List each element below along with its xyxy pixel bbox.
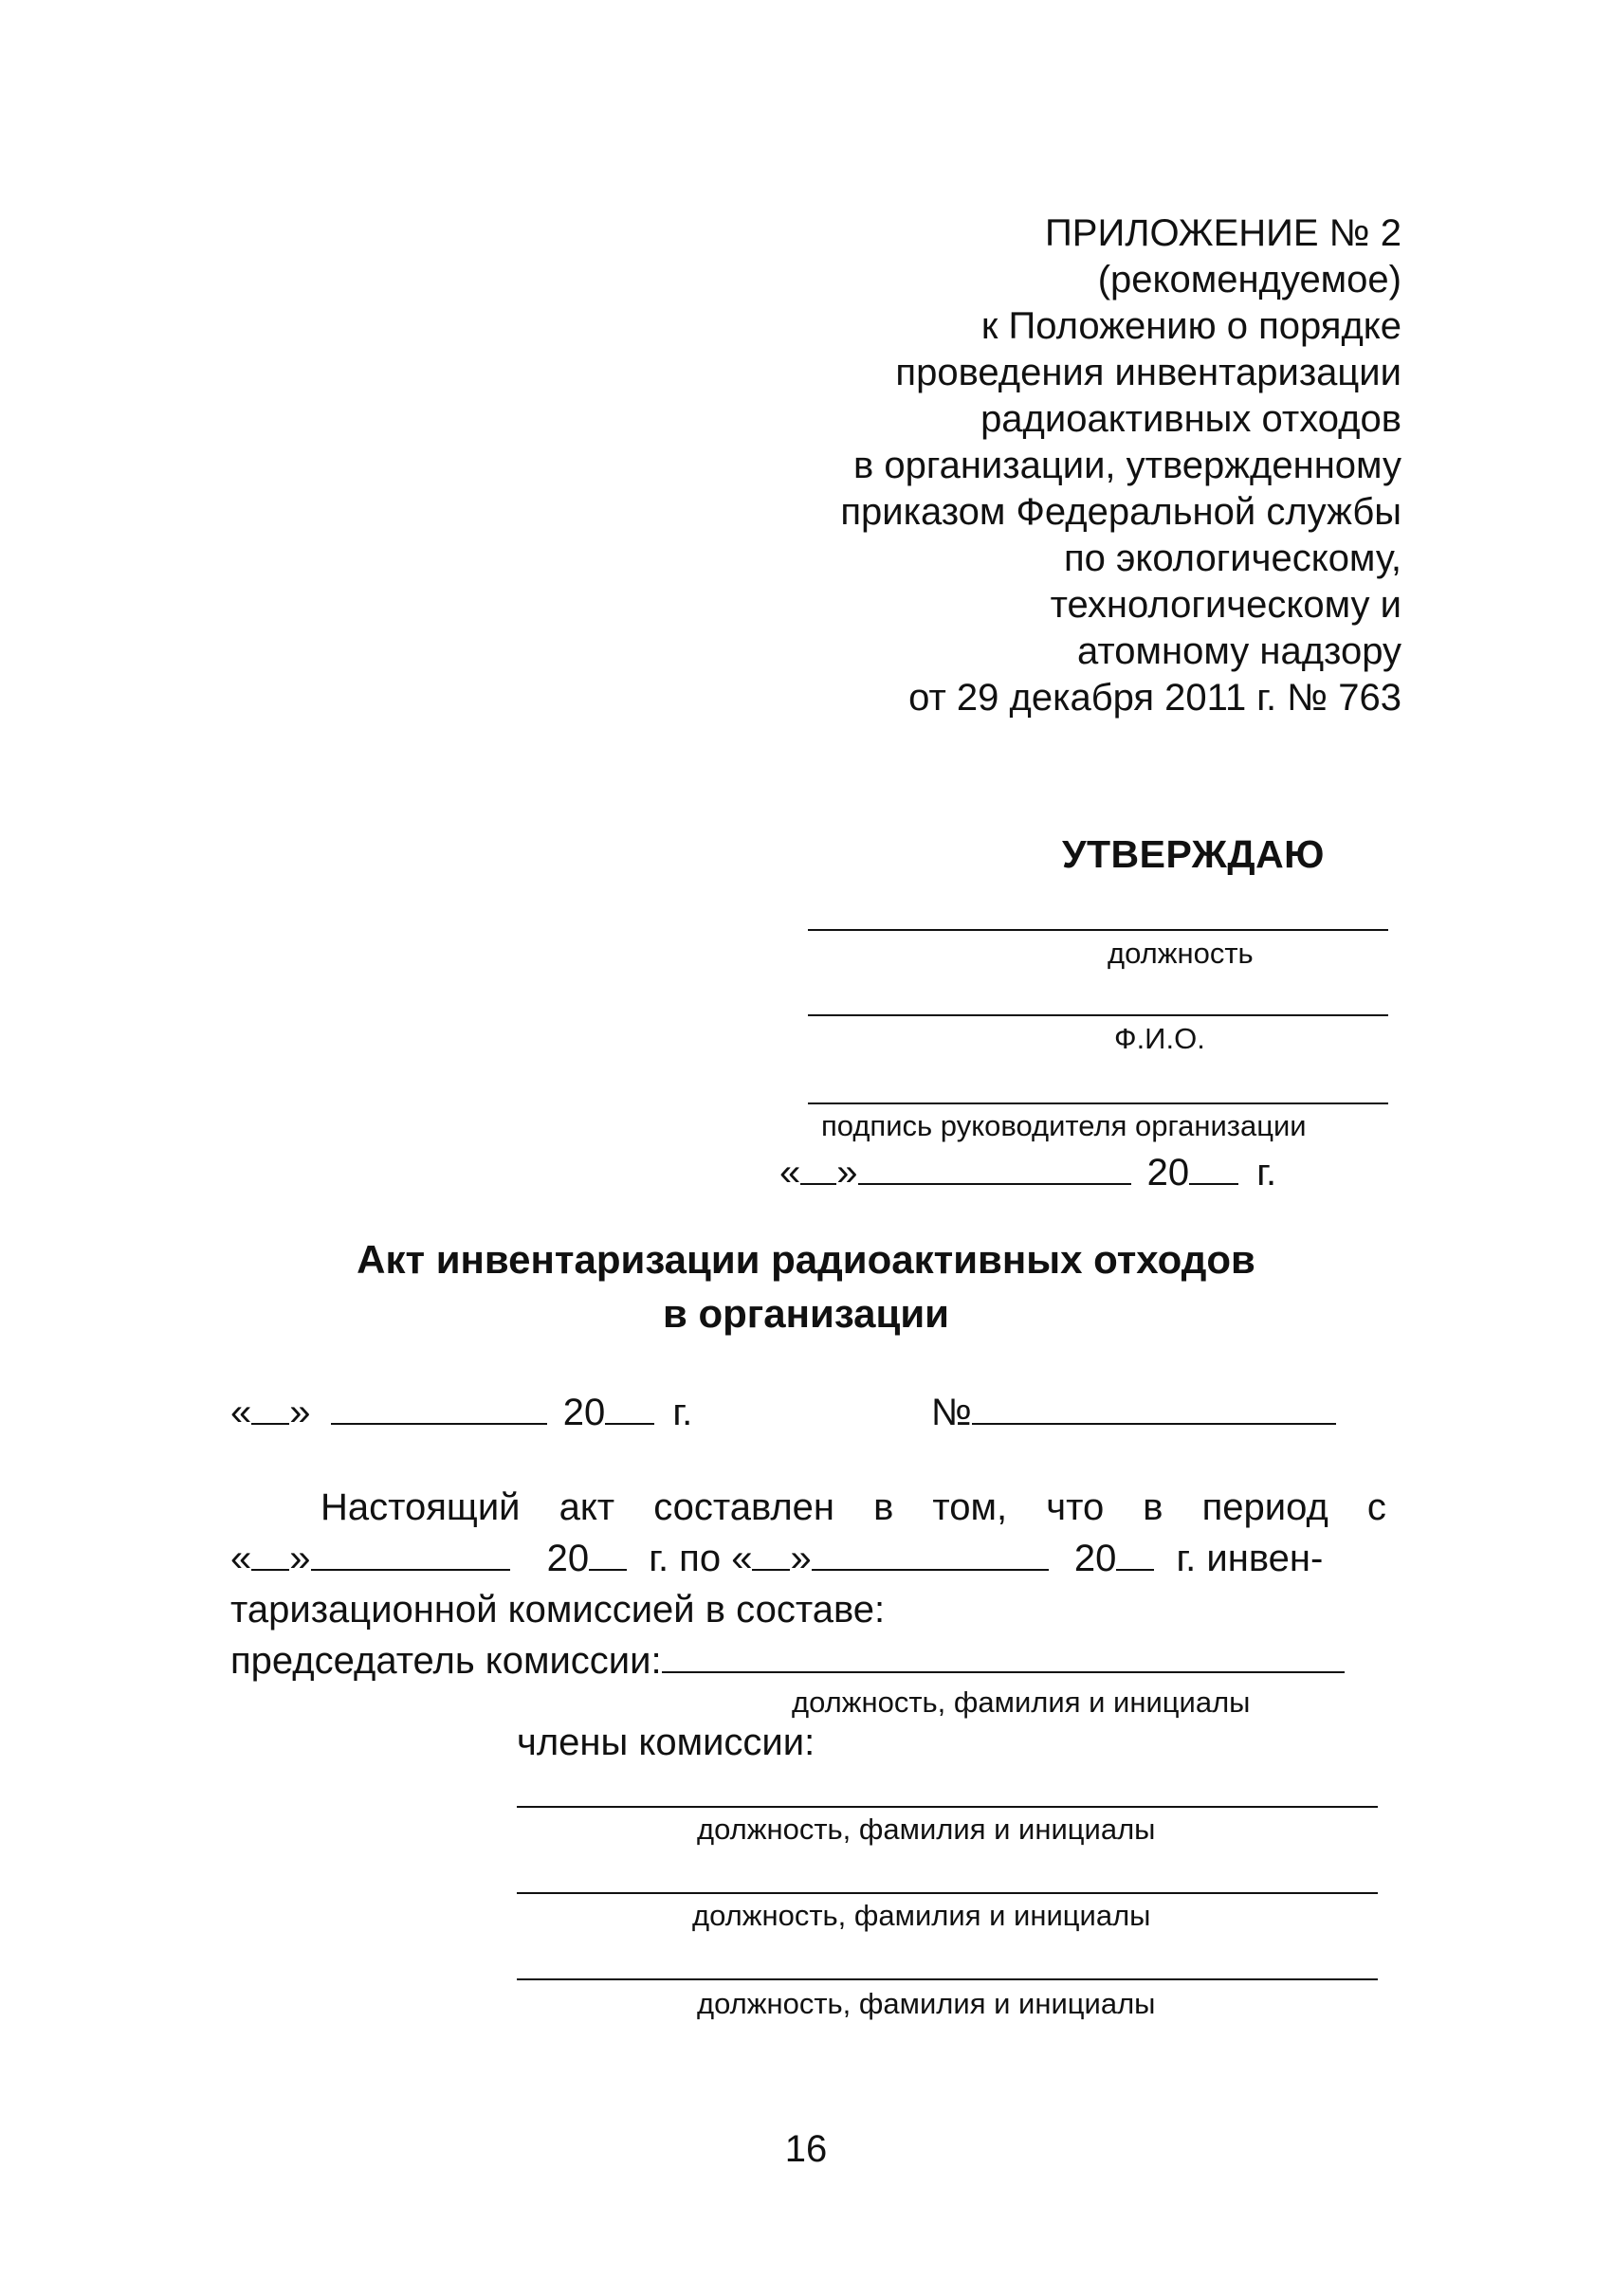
period-end-day-field[interactable]	[752, 1539, 790, 1571]
chairman-caption: должность, фамилия и инициалы	[792, 1686, 1251, 1719]
word: Настоящий	[321, 1486, 521, 1528]
period-start-month-field[interactable]	[311, 1539, 510, 1571]
appendix-line: приказом Федеральной службы	[840, 491, 1401, 533]
quote-open: «	[779, 1152, 801, 1194]
quote-close: »	[790, 1538, 812, 1579]
year-suffix: г.	[1256, 1152, 1277, 1194]
number-label: №	[931, 1392, 972, 1433]
position-caption: должность	[1108, 937, 1254, 970]
member-field[interactable]	[517, 1806, 1378, 1808]
quote-close: »	[289, 1538, 311, 1579]
member-caption: должность, фамилия и инициалы	[697, 1813, 1156, 1846]
period-start-day-field[interactable]	[251, 1539, 289, 1571]
word: в	[1143, 1486, 1163, 1528]
approval-month-field[interactable]	[858, 1153, 1131, 1185]
chairman-row	[230, 1640, 1345, 1683]
word: в	[873, 1486, 894, 1528]
act-year-field[interactable]	[605, 1393, 654, 1425]
period-end-text: г. инвен-	[1176, 1538, 1324, 1579]
quote-close: »	[289, 1392, 311, 1433]
appendix-line: от 29 декабря 2011 г. № 763	[908, 677, 1401, 719]
appendix-header	[548, 210, 1401, 721]
approval-year-field[interactable]	[1189, 1153, 1238, 1185]
period-mid-text: г. по «	[649, 1538, 753, 1579]
word: с	[1366, 1486, 1386, 1528]
word: период	[1201, 1486, 1328, 1528]
word: составлен	[653, 1486, 835, 1528]
word: акт	[559, 1486, 615, 1528]
approval-date-row	[779, 1152, 1276, 1194]
member-field[interactable]	[517, 1978, 1378, 1980]
act-number-field[interactable]	[972, 1393, 1336, 1425]
body-line-3: таризационной комиссией в составе:	[230, 1589, 886, 1631]
signature-field[interactable]	[808, 1102, 1388, 1104]
word: том,	[932, 1486, 1008, 1528]
act-title-line1: Акт инвентаризации радиоактивных отходов	[357, 1237, 1255, 1282]
member-caption: должность, фамилия и инициалы	[692, 1899, 1151, 1932]
act-date-row	[230, 1392, 692, 1434]
appendix-line: (рекомендуемое)	[1097, 259, 1401, 301]
members-label: члены комиссии:	[517, 1722, 815, 1763]
appendix-line: по экологическому,	[1063, 538, 1401, 579]
period-start-year-field[interactable]	[589, 1539, 627, 1571]
year-prefix: 20	[1146, 1152, 1190, 1194]
year-prefix: 20	[1073, 1538, 1117, 1579]
approval-day-field[interactable]	[800, 1153, 836, 1185]
appendix-line: в организации, утвержденному	[853, 445, 1401, 486]
quote-open: «	[230, 1538, 252, 1579]
year-suffix: г.	[672, 1392, 693, 1433]
quote-open: «	[230, 1392, 252, 1433]
body-line-2	[230, 1538, 1323, 1580]
page-number: 16	[784, 2128, 828, 2170]
chairman-label: председатель комиссии:	[230, 1640, 662, 1682]
position-field[interactable]	[808, 929, 1388, 931]
name-field[interactable]	[808, 1014, 1388, 1016]
chairman-field[interactable]	[662, 1641, 1345, 1673]
period-end-year-field[interactable]	[1116, 1539, 1154, 1571]
body-line-1	[321, 1486, 1386, 1529]
appendix-line: проведения инвентаризации	[895, 352, 1401, 393]
appendix-line: атомному надзору	[1077, 630, 1401, 672]
act-day-field[interactable]	[251, 1393, 289, 1425]
appendix-line: к Положению о порядке	[980, 305, 1401, 347]
signature-caption: подпись руководителя организации	[821, 1109, 1307, 1142]
name-caption: Ф.И.О.	[1114, 1022, 1205, 1055]
appendix-line: ПРИЛОЖЕНИЕ № 2	[1045, 212, 1401, 254]
year-prefix: 20	[546, 1538, 590, 1579]
appendix-line: технологическому и	[1050, 584, 1401, 626]
member-caption: должность, фамилия и инициалы	[697, 1987, 1156, 2020]
year-prefix: 20	[562, 1392, 606, 1433]
quote-close: »	[836, 1152, 858, 1194]
word: что	[1046, 1486, 1105, 1528]
period-end-month-field[interactable]	[812, 1539, 1049, 1571]
member-field[interactable]	[517, 1892, 1378, 1894]
act-title-line2: в организации	[663, 1291, 949, 1336]
appendix-line: радиоактивных отходов	[980, 398, 1401, 440]
act-number-row	[931, 1392, 1336, 1434]
act-month-field[interactable]	[331, 1393, 547, 1425]
approval-title: УТВЕРЖДАЮ	[1062, 832, 1325, 876]
